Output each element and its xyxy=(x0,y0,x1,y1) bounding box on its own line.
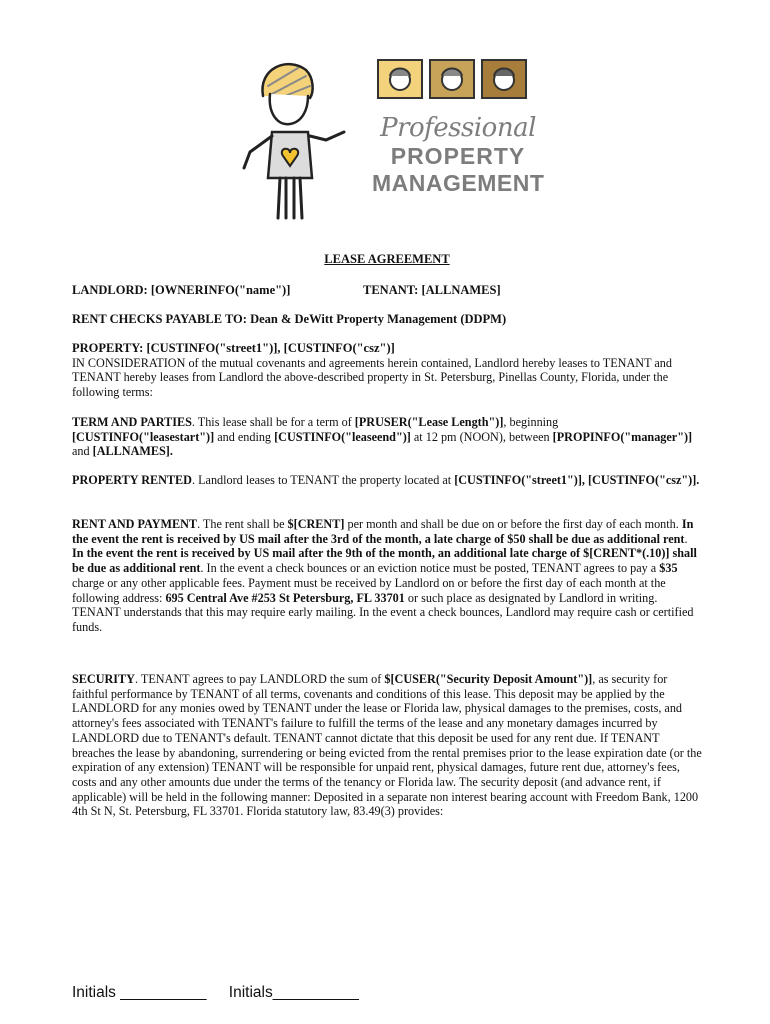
logo-line-professional: Professional xyxy=(380,113,536,143)
term-lease-start: [CUSTINFO("leasestart")] xyxy=(72,429,215,444)
tenant-field: TENANT: [ALLNAMES] xyxy=(363,283,501,297)
term-section xyxy=(72,415,702,459)
logo-line-management: MANAGEMENT xyxy=(372,170,545,196)
rent-text-4: . In the event a check bounces or an eviction notice must be posted, TENANT agrees to pay a xyxy=(200,561,660,576)
term-text-3: and ending xyxy=(214,429,275,444)
rent-text-2: per month and shall be due on or before the first day of each month. xyxy=(344,517,682,531)
document-title: LEASE AGREEMENT xyxy=(324,252,450,266)
rent-payment-address: 695 Central Ave #253 St Petersburg, FL 33701 xyxy=(165,590,405,605)
security-deposit-amount: $[CUSER("Security Deposit Amount")] xyxy=(384,672,593,686)
term-text-1: . This lease shall be for a term of xyxy=(191,415,355,429)
property-rented-section xyxy=(72,473,702,488)
rent-late-charge-1: In the event the rent is received by US mail after the 3rd of the month, a late charge of $50 shall be due as additional rent xyxy=(72,517,694,546)
rent-text-1: . The rent shall be xyxy=(197,517,288,531)
checks-payable-line: RENT CHECKS PAYABLE TO: Dean & DeWitt Property Management (DDPM) xyxy=(72,312,507,326)
rent-bounce-fee: $35 xyxy=(659,561,678,576)
term-text-4: at 12 pm (NOON), between xyxy=(410,429,553,444)
security-text-2: , as security for faithful performance by TENANT of all terms, covenants and conditions of this lease. This deposit may be applied by the LANDLORD for any monies owed by TENANT under the lease or Florida law, physical damages to the premises, costs, and attorney's fees associated with TENANT's failure to fulfill the terms of the lease and any monetary damages incurred by LANDLORD due to TENANT's default. TENANT cannot dictate that this deposit be used for any rent due. If TENANT breaches the lease by abandoning, surrendering or being evicted from the rental premises prior to the lease expiration date (or the expiration of any extension) TENANT will be responsible for unpaid rent, physical damages, future rent due, attorney's fees, costs and any other amounts due under the terms of the tenancy or Florida law. The security deposit (and advance rent, if applicable) will be held in the following manner: Deposited in a separate non interest bearing account with Freedom Bank, 1200 4th St N, St. Petersburg, FL 33701. Florida statutory law, 83.49(3) provides: xyxy=(72,672,702,819)
company-logo xyxy=(228,56,545,222)
term-lease-length: [PRUSER("Lease Length")] xyxy=(354,415,504,429)
landlord-field: LANDLORD: [OWNERINFO("name")] xyxy=(72,283,291,297)
property-consideration-text: IN CONSIDERATION of the mutual covenants and agreements herein contained, Landlord hereby leases to TENANT and TENANT hereby leases from Landlord the above-described property in St. Petersburg, Pinellas County, Florida, under the following terms: xyxy=(72,355,672,400)
term-heading: TERM AND PARTIES xyxy=(72,415,192,429)
rented-heading: PROPERTY RENTED xyxy=(72,473,192,487)
property-heading: PROPERTY: [CUSTINFO("street1")], [CUSTINFO("csz")] xyxy=(72,341,395,355)
security-heading: SECURITY xyxy=(72,672,135,686)
term-allnames: [ALLNAMES]. xyxy=(92,444,173,459)
rent-heading: RENT AND PAYMENT xyxy=(72,517,198,531)
rent-text-5: charge or any other applicable fees. Payment must be received by Landlord on or before the first day of each month at the following address: xyxy=(72,575,666,605)
property-section xyxy=(72,341,702,400)
term-text-5: and xyxy=(72,444,93,459)
initials-field-1[interactable]: Initials __________ xyxy=(72,984,207,1001)
security-text-1: . TENANT agrees to pay LANDLORD the sum of xyxy=(135,672,385,686)
initials-footer xyxy=(72,984,359,1002)
rent-late-charge-2: In the event the rent is received by US mail after the 9th of the month, an additional late charge of $[CRENT*(.10)] shall be due as additional rent xyxy=(72,546,697,576)
rented-address: [CUSTINFO("street1")], [CUSTINFO("csz")]. xyxy=(454,473,700,487)
security-section xyxy=(72,672,702,819)
term-text-2: , beginning xyxy=(503,415,559,429)
rent-text-3: . xyxy=(684,531,688,546)
logo-wordmark xyxy=(372,113,545,197)
initials-field-2[interactable]: Initials__________ xyxy=(228,984,359,1001)
parties-line xyxy=(72,283,501,298)
term-lease-end: [CUSTINFO("leaseend")] xyxy=(274,429,411,444)
rented-text: . Landlord leases to TENANT the property located at xyxy=(192,473,455,487)
logo-line-property: PROPERTY xyxy=(390,143,526,169)
term-manager: [PROPINFO("manager")] xyxy=(552,429,693,444)
rent-payment-section xyxy=(72,517,702,635)
rent-amount: $[CRENT] xyxy=(287,517,345,531)
rent-text-6: or such place as designated by Landlord in writing. TENANT understands that this may require early mailing. In the event a check bounces, Landlord may require cash or certified funds. xyxy=(72,590,694,634)
